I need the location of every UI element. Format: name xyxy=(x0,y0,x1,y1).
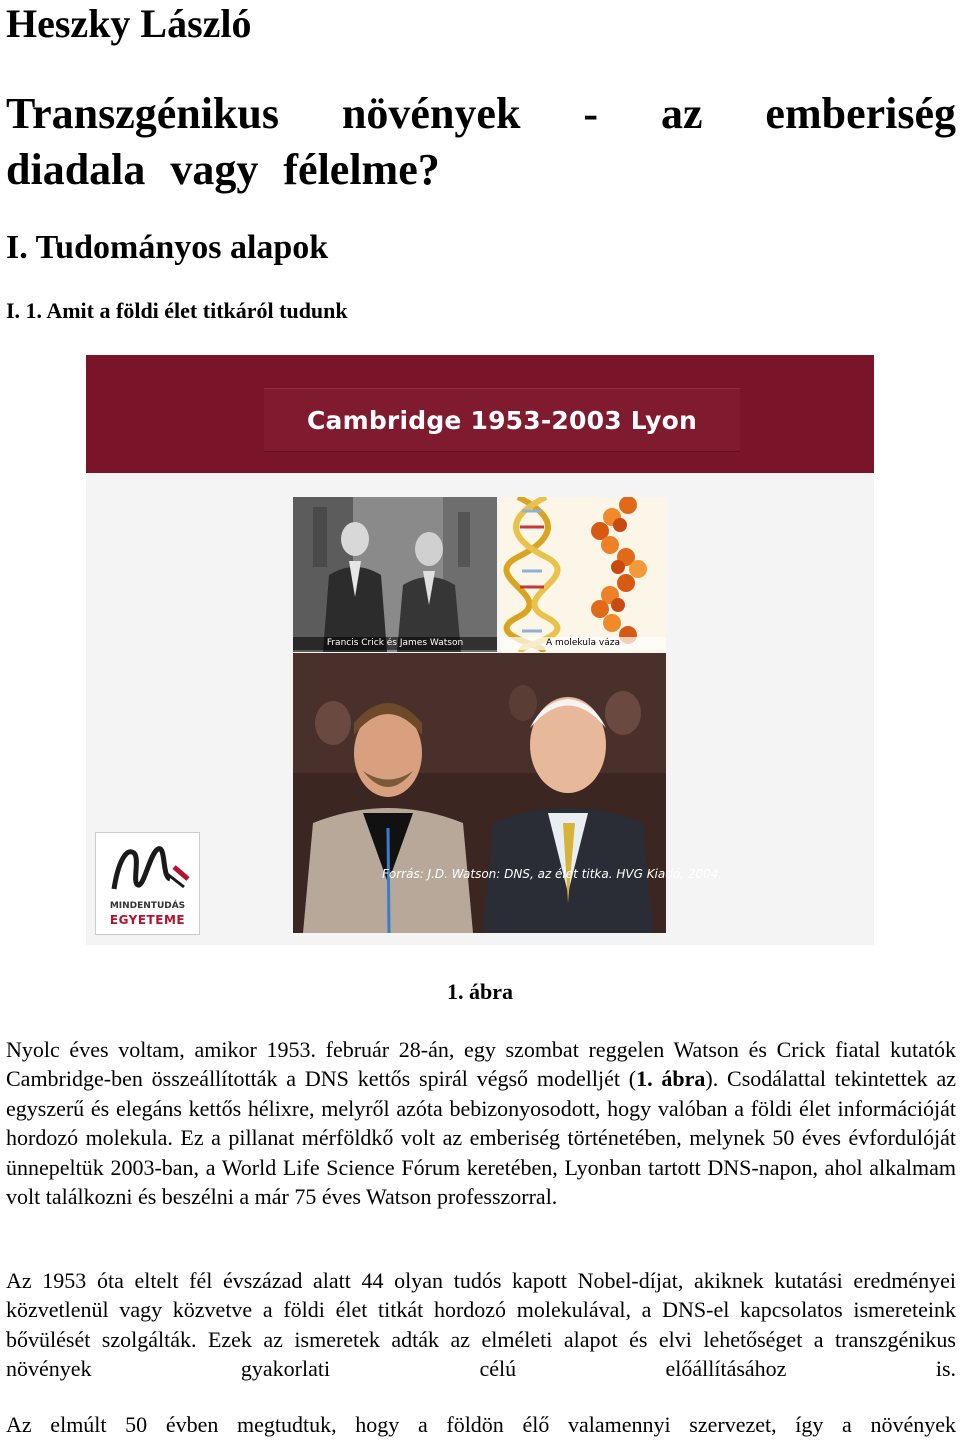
figure-label: 1. ábra xyxy=(447,979,513,1004)
figure-slide xyxy=(86,355,874,945)
dna-model-caption: A molekula váza xyxy=(500,637,666,650)
author-name: Heszky László xyxy=(6,1,252,46)
paragraph-1-text-b: ). Csodálattal tekintettek az egyszerű és elegáns kettős hélixre, melyről azóta bebizonyosodott, hogy valóban a földi élet információját hordozó molekula. Ez a pillanat mérföldkő volt az emberiség történetében, melynek 50 éves évfordulóját ünnepeltük 2003-ban, a World Life Science Fórum keretében, Lyonban tartott DNS-napon, ahol alkalmam volt találkozni és beszélni a már 75 éves Watson professzorral. xyxy=(6,1066,956,1210)
event-photo-illustration xyxy=(293,653,666,933)
dna-model-image xyxy=(500,497,666,652)
slide-title: Cambridge 1953-2003 Lyon xyxy=(306,405,698,435)
event-photo xyxy=(293,653,666,933)
logo-text-line1: MINDENTUDÁS xyxy=(109,901,186,911)
mindentudas-logo xyxy=(95,832,200,935)
section-heading: I. Tudományos alapok xyxy=(6,229,329,266)
logo-mark-icon xyxy=(96,833,199,901)
dna-helix-illustration xyxy=(500,497,666,652)
paragraph-2: Az 1953 óta eltelt fél évszázad alatt 44 olyan tudós kapott Nobel-díjat, akiknek kutatási eredményei közvetlenül vagy közvetve a földi élet titkát hordozó molekulával, a DNS-el kapcsolatos ismereteink bővülését szolgálták. Ezek az ismeretek adták az elméleti alapot és elvi lehetőséget a transzgénikus növények gyakorlati célú előállításához is. xyxy=(6,1268,956,1382)
logo-text-line2: EGYETEME xyxy=(109,913,186,927)
paragraph-1-text-a: Nyolc éves voltam, amikor 1953. február 28-án, egy szombat reggelen Watson és Crick fiatal kutatók Cambridge-ben összeállították a DNS kettős spirál végső modelljét ( xyxy=(6,1037,956,1092)
subsection-heading: I. 1. Amit a földi élet titkáról tudunk xyxy=(6,298,348,323)
crick-watson-caption: Francis Crick és James Watson xyxy=(293,637,497,650)
slide-header-banner xyxy=(264,388,740,452)
crick-watson-illustration xyxy=(293,497,497,652)
paragraph-1 xyxy=(6,1035,956,1211)
figure-source: Forrás: J.D. Watson: DNS, az élet titka. HVG Kiadó, 2004. xyxy=(382,867,723,881)
figure-reference: 1. ábra xyxy=(636,1066,706,1092)
document-title: Transzgénikus növények - az emberiség diadala vagy félelme? xyxy=(6,89,956,194)
crick-watson-photo xyxy=(293,497,497,652)
paragraph-3: Az elmúlt 50 évben megtudtuk, hogy a földön élő valamennyi szervezet, így a növények xyxy=(6,1412,956,1437)
